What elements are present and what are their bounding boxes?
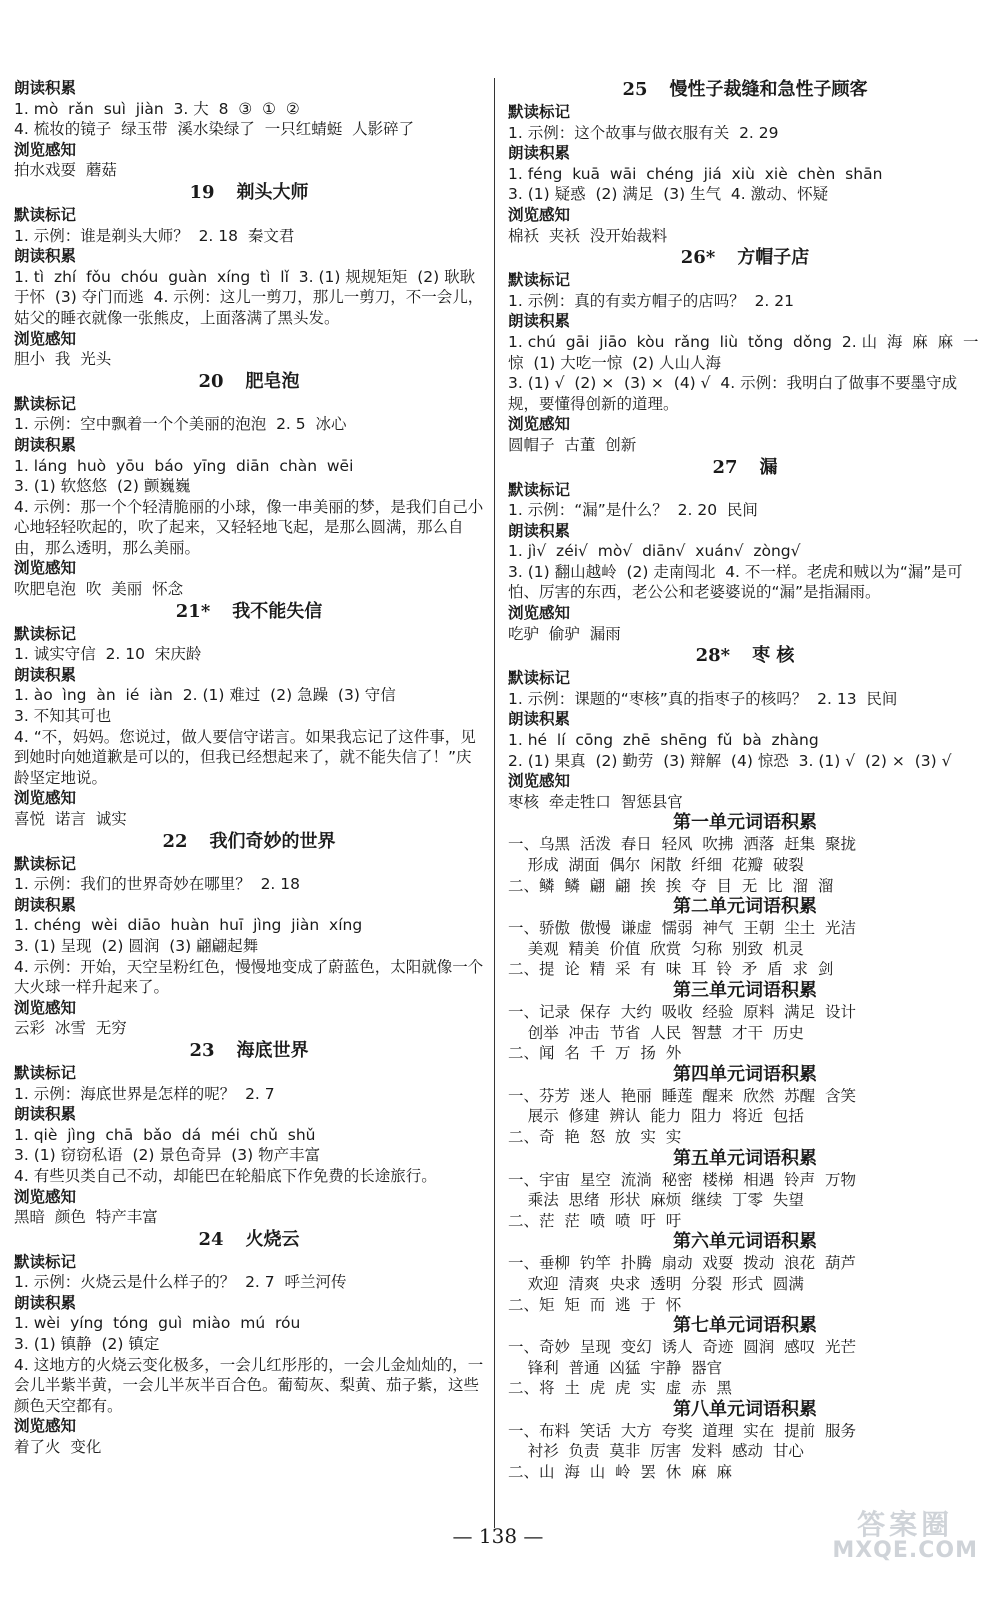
vocab-row: 二、山 海 山 岭 罢 休 麻 麻 xyxy=(508,1463,732,1482)
section-heading: 朗读积累 xyxy=(14,247,77,266)
answer-line: 喜悦 诺言 诚实 xyxy=(14,810,127,828)
vocab-row: 二、鳞 鳞 翩 翩 挨 挨 夺 目 无 比 溜 溜 xyxy=(508,876,834,895)
vocab-row: 二、茫 茫 喷 喷 吁 吁 xyxy=(508,1211,682,1230)
unit-title: 第二单元词语积累 xyxy=(673,896,817,918)
lesson-number: 24 xyxy=(198,1228,224,1250)
vocab-row: 一、宇宙 星空 流淌 秘密 楼梯 相遇 铃声 万物 xyxy=(508,1170,856,1189)
answer-line: 2. (1) 果真 (2) 勤劳 (3) 辩解 (4) 惊恐 3. (1) √ (2) × (3) √ xyxy=(508,751,952,770)
answer-line: 1. tì zhí fǒu chóu guàn xíng tì lǐ 3. (1) 规规矩矩 (2) 耿耿于怀 (3) 夺门而逃 4. 示例：这儿一剪刀，那儿一剪刀，不一会儿，姑父的睡衣就像一张熊皮，上面落满了黑头发。 xyxy=(14,267,484,327)
section-heading: 朗读积累 xyxy=(14,1105,77,1124)
section-heading: 朗读积累 xyxy=(508,521,571,540)
vocab-row: 二、奇 艳 怒 放 实 实 xyxy=(508,1127,682,1146)
vocab-row: 创举 冲击 节省 人民 智慧 才干 历史 xyxy=(508,1023,804,1042)
section-heading: 默读标记 xyxy=(508,669,571,688)
section-heading: 默读标记 xyxy=(14,205,77,224)
section-heading: 默读标记 xyxy=(14,854,77,873)
answer-line: 1. féng kuā wāi chéng jiá xiù xiè chèn shān xyxy=(508,164,883,183)
answer-line: 胆小 我 光头 xyxy=(14,350,112,369)
answer-line: 1. qiè jìng chā bǎo dá méi chǔ shǔ xyxy=(14,1125,316,1144)
lesson-number: 22 xyxy=(162,830,188,852)
unit-title: 第六单元词语积累 xyxy=(673,1231,817,1253)
lesson-name: 慢性子裁缝和急性子顾客 xyxy=(669,79,868,100)
vocab-row: 一、芬芳 迷人 艳丽 睡莲 醒来 欣然 苏醒 含笑 xyxy=(508,1086,856,1105)
vocab-row: 欢迎 清爽 央求 透明 分裂 形式 圆满 xyxy=(508,1274,804,1293)
section-heading: 朗读积累 xyxy=(14,665,77,684)
answer-line: 吃驴 偷驴 漏雨 xyxy=(508,624,621,643)
unit-title: 第四单元词语积累 xyxy=(673,1063,817,1085)
answer-line: 拍水戏耍 蘑菇 xyxy=(14,161,117,180)
unit-title: 第八单元词语积累 xyxy=(673,1398,817,1420)
answer-line: 1. mò rǎn suì jiàn 3. 大 8 ③ ① ② xyxy=(14,99,300,118)
lesson-name: 海底世界 xyxy=(236,1039,309,1061)
vocab-row: 一、奇妙 呈现 变幻 诱人 奇迹 圆润 感叹 光芒 xyxy=(508,1338,856,1357)
lesson-name: 方帽子店 xyxy=(737,247,810,269)
section-heading: 浏览感知 xyxy=(14,998,77,1017)
section-heading: 浏览感知 xyxy=(14,1187,77,1206)
vocab-row: 形成 湖面 偶尔 闲散 纤细 花瓣 破裂 xyxy=(508,856,804,874)
watermark-logo-text: 答案圈 xyxy=(857,1508,954,1541)
section-heading: 默读标记 xyxy=(14,624,77,643)
answer-line: 4. 梳妆的镜子 绿玉带 溪水染绿了 一只红蜻蜓 人影碎了 xyxy=(14,120,415,139)
vocab-row: 展示 修建 辨认 能力 阻力 将近 包括 xyxy=(508,1107,804,1126)
unit-title: 第三单元词语积累 xyxy=(673,979,817,1001)
lesson-number: 27 xyxy=(712,456,738,478)
answer-line: 1. ào ìng àn ié iàn 2. (1) 难过 (2) 急躁 (3) 守信 xyxy=(14,686,396,705)
answer-line: 3. (1) 呈现 (2) 圆润 (3) 翩翩起舞 xyxy=(14,936,259,955)
section-heading: 朗读积累 xyxy=(508,710,571,729)
section-heading: 朗读积累 xyxy=(14,435,77,454)
answer-line: 1. 示例：火烧云是什么样子的？ 2. 7 呼兰河传 xyxy=(14,1273,347,1292)
answer-line: 1. 诚实守信 2. 10 宋庆龄 xyxy=(14,645,202,664)
section-heading: 朗读积累 xyxy=(14,895,77,914)
vocab-row: 二、将 土 虎 虎 实 虚 赤 黑 xyxy=(508,1379,732,1398)
section-heading: 默读标记 xyxy=(14,1063,77,1082)
unit-title: 第五单元词语积累 xyxy=(673,1147,817,1169)
answer-line: 3. (1) 软悠悠 (2) 颤巍巍 xyxy=(14,477,191,496)
answer-line: 4. 示例：那一个个轻清脆丽的小球，像一串美丽的梦，是我们自己小心地轻轻吹起的，吹了起来，又轻轻地飞起，是那么圆满，那么自由，那么透明，那么美丽。 xyxy=(14,497,484,557)
section-heading: 默读标记 xyxy=(508,480,571,499)
lesson-number: 23 xyxy=(189,1039,215,1061)
lesson-title xyxy=(14,1039,484,1063)
vocab-row: 衬衫 负责 莫非 厉害 发料 感动 甘心 xyxy=(508,1442,804,1461)
column-divider xyxy=(494,78,495,1528)
answer-line: 1. 示例：谁是剃头大师？ 2. 18 秦文君 xyxy=(14,226,295,245)
vocab-row: 二、矩 矩 而 逃 于 怀 xyxy=(508,1295,682,1314)
lesson-title xyxy=(508,78,982,102)
right-column xyxy=(508,78,989,1483)
answer-line: 枣核 牵走牲口 智惩县官 xyxy=(508,792,683,811)
section-heading: 默读标记 xyxy=(508,271,571,290)
answer-line: 1. chéng wèi diāo huàn huī jìng jiàn xíng xyxy=(14,916,363,935)
lesson-title xyxy=(14,1228,484,1252)
vocab-row: 一、骄傲 傲慢 谦虚 懦弱 神气 王朝 尘土 光洁 xyxy=(508,919,856,938)
answer-line: 1. 示例：“漏”是什么？ 2. 20 民间 xyxy=(508,501,758,520)
lesson-name: 火烧云 xyxy=(245,1228,300,1250)
section-heading: 默读标记 xyxy=(14,394,77,413)
vocab-row: 锋利 普通 凶猛 宇静 器官 xyxy=(508,1358,723,1377)
vocab-row: 二、闻 名 千 万 扬 外 xyxy=(508,1044,682,1063)
section-heading: 浏览感知 xyxy=(508,415,571,434)
answer-line: 黑暗 颜色 特产丰富 xyxy=(14,1208,158,1227)
answer-line: 4. “不，妈妈。您说过，做人要信守诺言。如果我忘记了这件事，见到她时向她道歉是可以的，但我已经想起来了，就不能失信了！”庆龄坚定地说。 xyxy=(14,727,476,787)
answer-line: 1. 示例：我们的世界奇妙在哪里？ 2. 18 xyxy=(14,875,301,894)
lesson-title xyxy=(14,600,484,624)
answer-line: 3. (1) 翻山越岭 (2) 走南闯北 4. 不一样。老虎和贼以为“漏”是可怕、厉害的东西，老公公和老婆婆说的“漏”是指漏雨。 xyxy=(508,562,963,602)
answer-line: 棉袄 夹袄 没开始裁料 xyxy=(508,226,668,245)
section-heading: 浏览感知 xyxy=(14,140,77,159)
section-heading: 朗读积累 xyxy=(14,79,77,97)
section-heading: 浏览感知 xyxy=(14,559,77,578)
vocab-row: 一、布料 笑话 大方 夸奖 道理 实在 提前 服务 xyxy=(508,1421,856,1440)
page-number: — 138 — xyxy=(452,1524,544,1548)
lesson-title xyxy=(14,181,484,205)
section-heading: 默读标记 xyxy=(14,1252,77,1271)
lesson-name: 漏 xyxy=(759,456,778,478)
answer-line: 3. (1) 窃窃私语 (2) 景色奇异 (3) 物产丰富 xyxy=(14,1146,321,1165)
vocab-row: 乘法 思绪 形状 麻烦 继续 丁零 失望 xyxy=(508,1191,804,1210)
lesson-title xyxy=(14,830,484,854)
answer-line: 1. wèi yíng tóng guì miào mú róu xyxy=(14,1314,301,1333)
section-heading: 浏览感知 xyxy=(508,205,571,224)
lesson-name: 枣 核 xyxy=(752,645,795,667)
section-heading: 朗读积累 xyxy=(508,144,571,163)
unit-title: 第七单元词语积累 xyxy=(673,1315,817,1337)
lesson-number: 26* xyxy=(680,247,716,269)
lesson-title xyxy=(508,456,982,480)
lesson-name: 剃头大师 xyxy=(236,181,309,203)
section-heading: 浏览感知 xyxy=(508,772,571,791)
answer-line: 1. 示例：课题的“枣核”真的指枣子的核吗？ 2. 13 民间 xyxy=(508,689,898,708)
unit-title: 第一单元词语积累 xyxy=(673,812,817,834)
answer-line: 圆帽子 古董 创新 xyxy=(508,435,637,454)
answer-line: 4. 有些贝类自己不动，却能巴在轮船底下作免费的长途旅行。 xyxy=(14,1166,437,1185)
vocab-row: 二、提 论 精 采 有 味 耳 铃 矛 盾 求 剑 xyxy=(508,960,834,979)
answer-line: 云彩 冰雪 无穷 xyxy=(14,1019,127,1038)
section-heading: 朗读积累 xyxy=(508,312,571,331)
answer-line: 1. 示例：真的有卖方帽子的店吗？ 2. 21 xyxy=(508,291,795,310)
lesson-name: 肥皂泡 xyxy=(245,370,300,392)
section-heading: 浏览感知 xyxy=(14,789,77,808)
lesson-title xyxy=(508,644,982,668)
answer-line: 1. láng huò yōu báo yīng diān chàn wēi xyxy=(14,456,354,475)
vocab-row: 美观 精美 价值 欣赏 匀称 别致 机灵 xyxy=(508,939,804,958)
vocab-row: 一、垂柳 钓竿 扑腾 扇动 戏耍 拨动 浪花 葫芦 xyxy=(508,1254,856,1273)
vocab-row: 一、乌黑 活泼 春日 轻风 吹拂 洒落 赶集 聚拢 xyxy=(508,835,856,854)
section-heading: 默读标记 xyxy=(508,103,571,121)
lesson-title xyxy=(14,370,484,394)
answer-line: 着了火 变化 xyxy=(14,1438,102,1457)
lesson-name: 我不能失信 xyxy=(232,600,323,622)
lesson-number: 21* xyxy=(175,600,211,622)
answer-line: 1. hé lí cōng zhē shēng fǔ bà zhàng xyxy=(508,731,819,750)
answer-line: 3. (1) √ (2) × (3) × (4) √ 4. 示例：我明白了做事不要墨守成规，要懂得创新的道理。 xyxy=(508,374,958,413)
watermark-logo xyxy=(832,1508,978,1564)
answer-line: 吹肥皂泡 吹 美丽 怀念 xyxy=(14,580,184,599)
answer-line: 4. 这地方的火烧云变化极多，一会儿红彤彤的，一会儿金灿灿的，一会儿半紫半黄，一会儿半灰半百合色。葡萄灰、梨黄、茄子紫，这些颜色天空都有。 xyxy=(14,1355,484,1415)
answer-line: 1. 示例：海底世界是怎样的呢？ 2. 7 xyxy=(14,1084,275,1103)
answer-line: 1. jì√ zéi√ mò√ diān√ xuán√ zòng√ xyxy=(508,542,801,561)
vocab-row: 一、记录 保存 大约 吸收 经验 原料 满足 设计 xyxy=(508,1002,856,1021)
answer-line: 1. 示例：这个故事与做衣服有关 2. 29 xyxy=(508,123,779,142)
answer-line: 4. 示例：开始，天空呈粉红色，慢慢地变成了蔚蓝色，太阳就像一个大火球一样升起来了。 xyxy=(14,957,484,997)
lesson-number: 28* xyxy=(695,645,731,667)
lesson-number: 19 xyxy=(189,181,215,203)
answer-line: 1. chú gāi jiāo kòu rǎng liù tǒng dǒng 2. 山 海 麻 麻 一 惊 (1) 大吃一惊 (2) 人山人海 xyxy=(508,332,989,372)
section-heading: 浏览感知 xyxy=(14,329,77,348)
watermark-url: MXQE.COM xyxy=(832,1538,978,1563)
section-heading: 浏览感知 xyxy=(508,604,571,623)
section-heading: 浏览感知 xyxy=(14,1417,77,1436)
section-heading: 朗读积累 xyxy=(14,1293,77,1312)
answer-line: 1. 示例：空中飘着一个个美丽的泡泡 2. 5 冰心 xyxy=(14,415,347,434)
lesson-number: 20 xyxy=(198,370,224,392)
answer-line: 3. 不知其可也 xyxy=(14,707,112,726)
answer-line: 3. (1) 镇静 (2) 镇定 xyxy=(14,1335,160,1354)
lesson-name: 我们奇妙的世界 xyxy=(209,830,336,852)
lesson-number: 25 xyxy=(622,79,648,100)
left-column xyxy=(14,78,484,1458)
lesson-title xyxy=(508,246,982,270)
answer-line: 3. (1) 疑惑 (2) 满足 (3) 生气 4. 激动、怀疑 xyxy=(508,185,829,204)
